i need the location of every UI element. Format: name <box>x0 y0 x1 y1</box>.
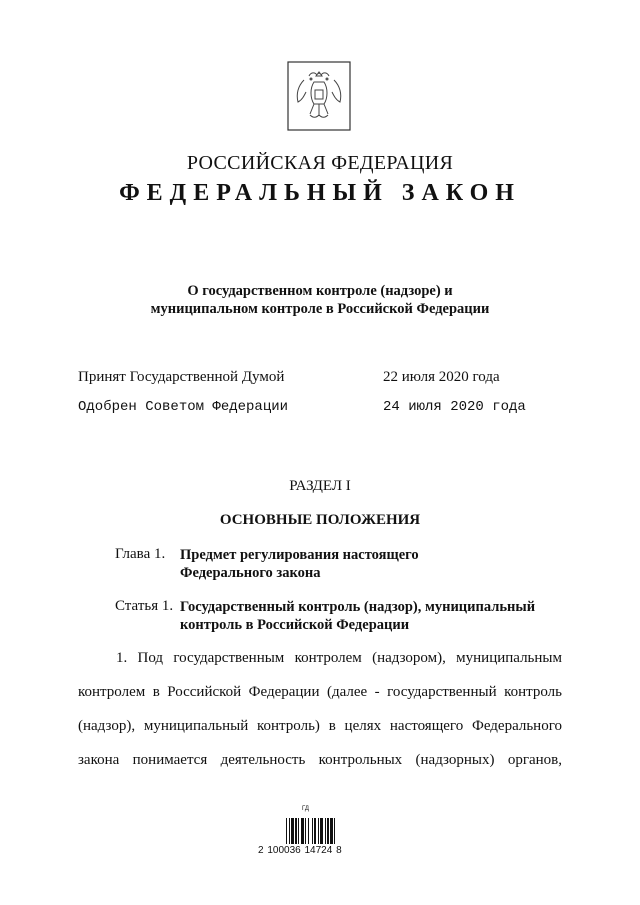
chapter-title-line-1: Предмет регулирования настоящего <box>180 547 419 563</box>
duma-adoption-label: Принят Государственной Думой <box>78 369 285 385</box>
section-title: ОСНОВНЫЕ ПОЛОЖЕНИЯ <box>219 512 421 528</box>
law-title <box>0 282 640 318</box>
law-title-line-2: муниципальном контроле в Российской Федерации <box>150 301 490 317</box>
coat-of-arms-emblem <box>284 58 354 134</box>
section-number: РАЗДЕЛ I <box>289 478 351 494</box>
barcode-number: 2 100036 14724 8 <box>258 845 342 856</box>
chapter-number: Глава 1. <box>115 546 166 562</box>
body-text-line: (надзор), муниципальный контроль) в целях настоящего Федерального <box>78 718 562 734</box>
document-type-heading: ФЕДЕРАЛЬНЫЙ ЗАКОН <box>119 180 521 206</box>
body-text-line: закона понимается деятельность контрольных (надзорных) органов, <box>78 752 562 768</box>
law-title-line-1: О государственном контроле (надзоре) и <box>187 283 453 299</box>
article-title-line-2: контроль в Российской Федерации <box>180 617 410 633</box>
body-text-line: 1. Под государственным контролем (надзором), муниципальным <box>116 650 562 666</box>
article-title <box>180 598 535 634</box>
duma-adoption-date: 22 июля 2020 года <box>383 369 500 385</box>
barcode <box>285 818 355 848</box>
chapter-title <box>180 546 419 582</box>
article-number: Статья 1. <box>115 598 174 614</box>
council-approval-label: Одобрен Советом Федерации <box>78 399 289 415</box>
country-name: РОССИЙСКАЯ ФЕДЕРАЦИЯ <box>186 152 454 174</box>
stamp-mark: ГД <box>302 806 309 812</box>
chapter-title-line-2: Федерального закона <box>180 565 321 581</box>
body-text-line: контролем в Российской Федерации (далее - государственный контроль <box>78 684 562 700</box>
council-approval-date: 24 июля 2020 года <box>383 399 526 415</box>
article-title-line-1: Государственный контроль (надзор), муниципальный <box>180 599 536 615</box>
